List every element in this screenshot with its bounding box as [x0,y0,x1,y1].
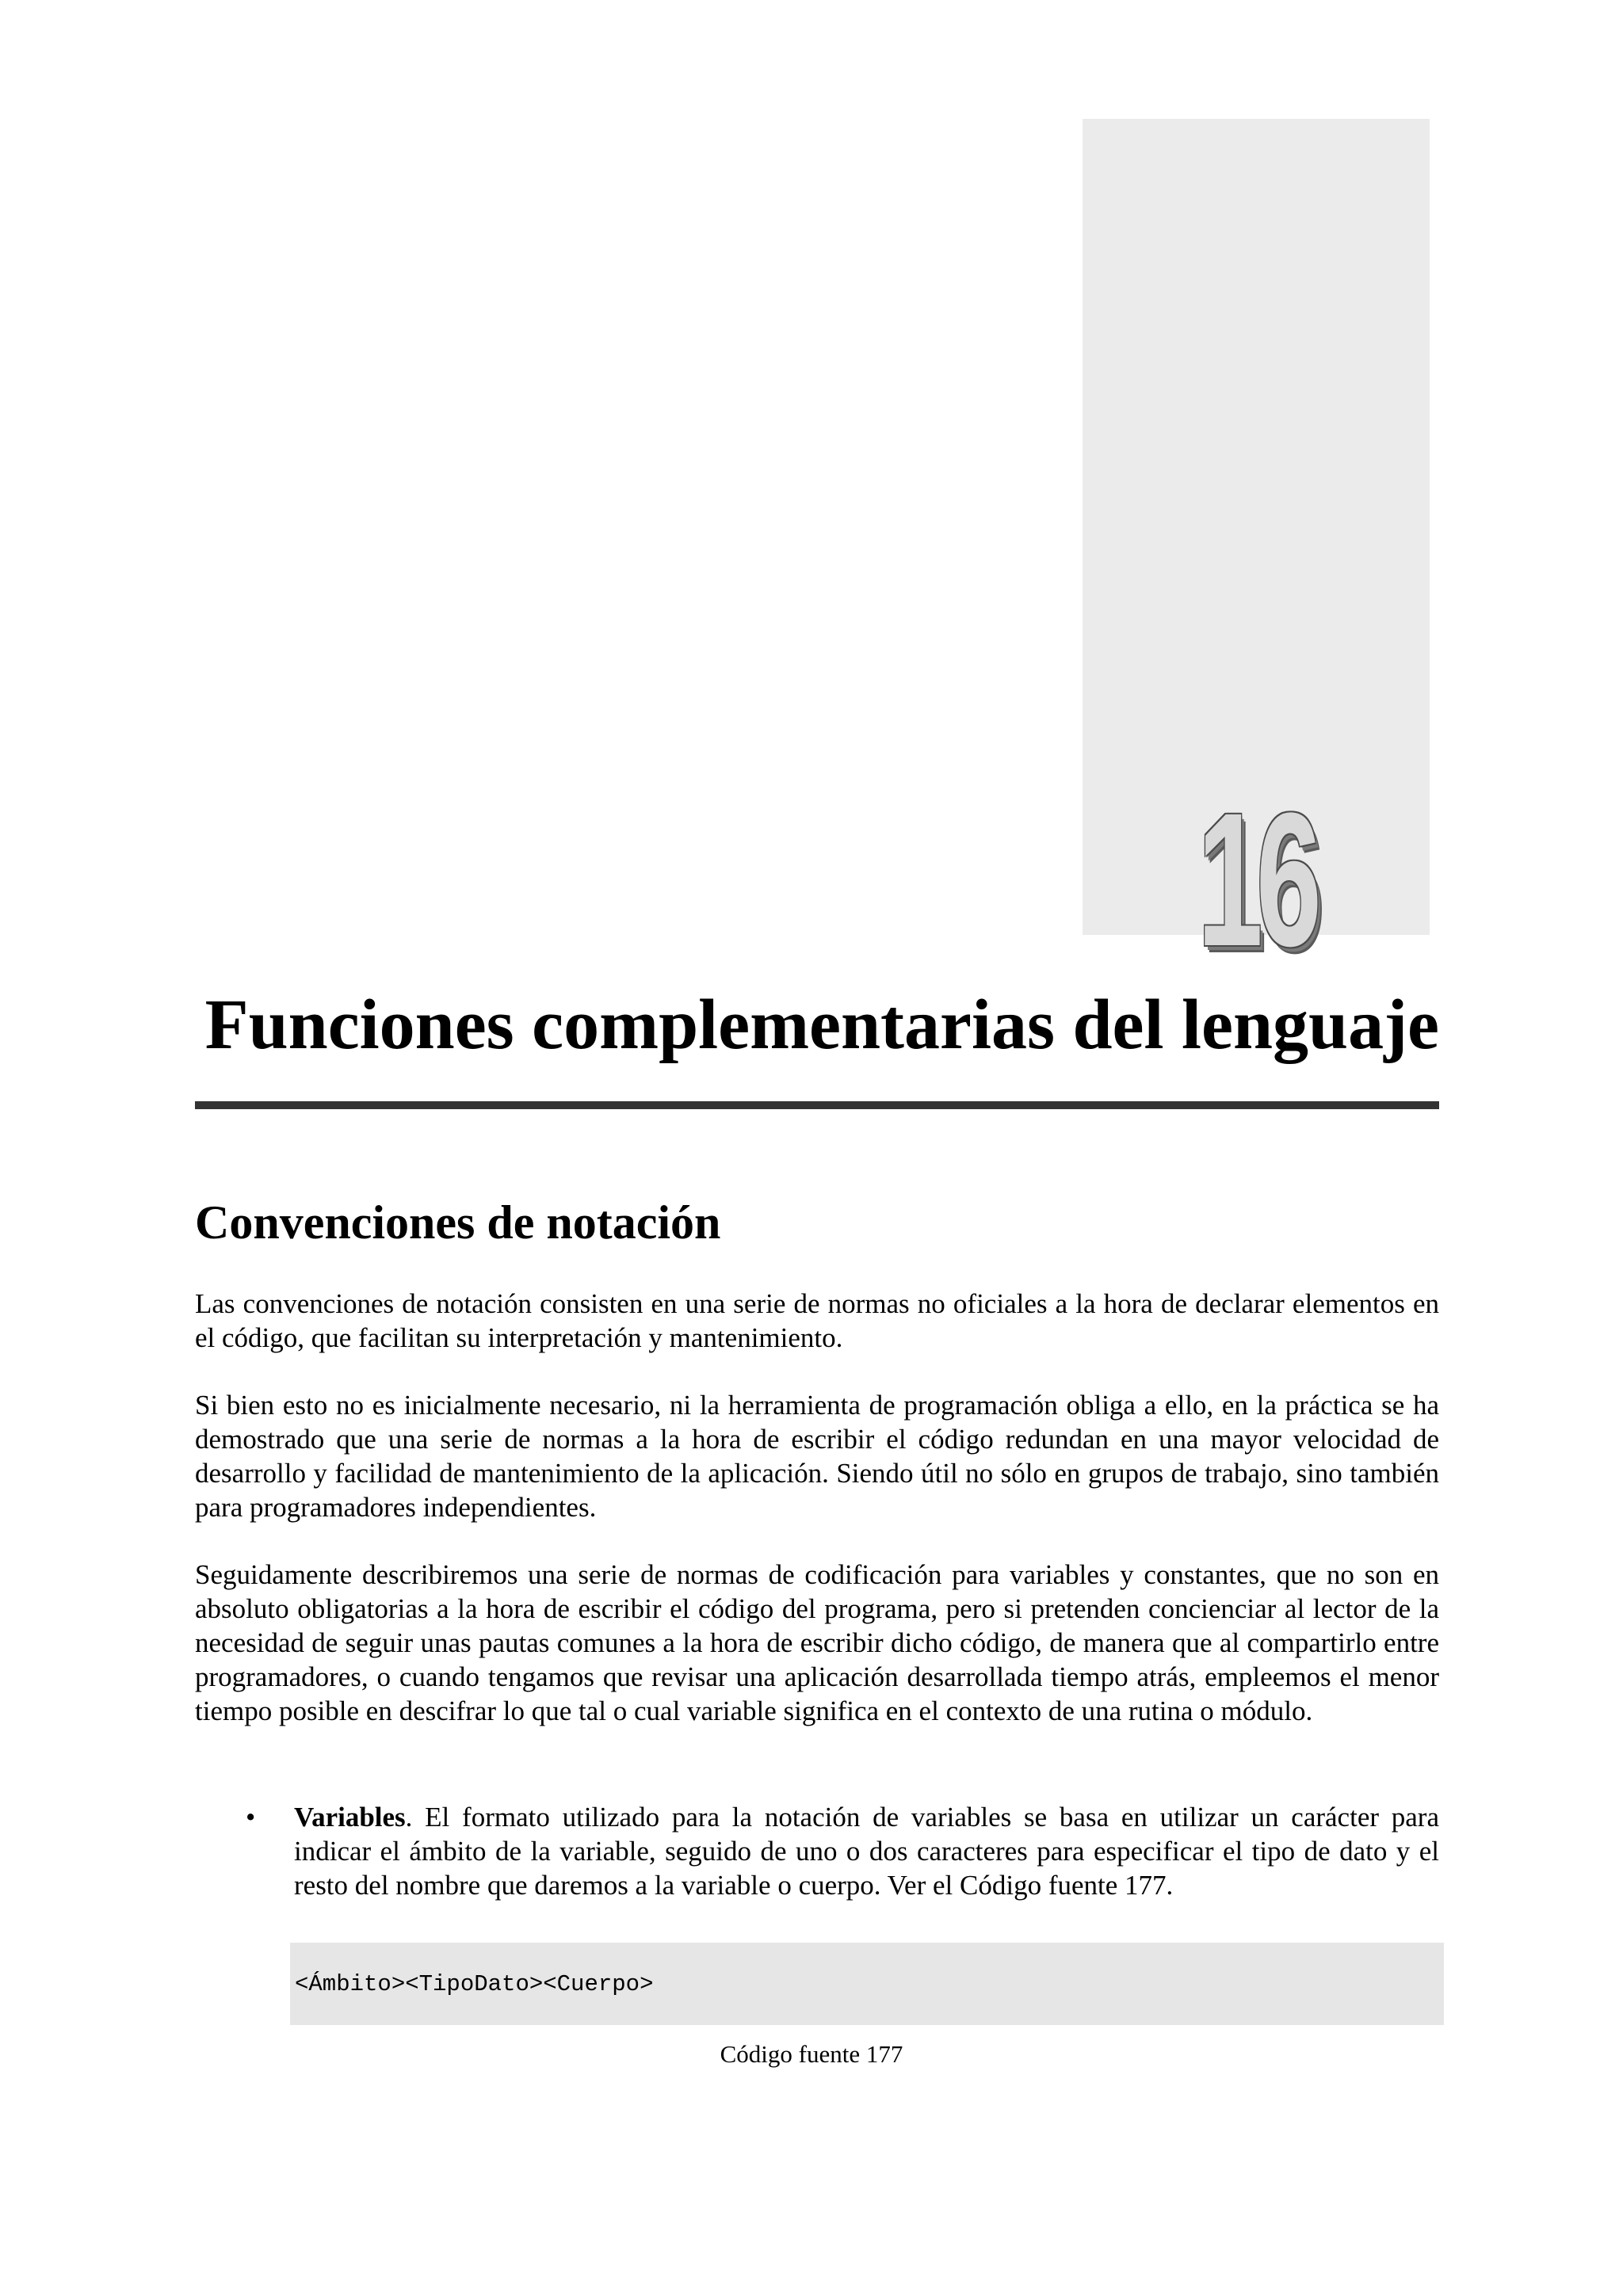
code-listing [290,1943,1444,2025]
bullet-term: Variables [294,1802,406,1833]
paragraph: Si bien esto no es inicialmente necesario, ni la herramienta de programación obliga a ello, en la práctica se ha demostrado que una serie de normas a la hora de escribir el código redundan en una mayor velocidad de desarrollo y facilidad de mantenimiento de la aplicación. Siendo útil no sólo en grupos de trabajo, sino también para programadores independientes. [195,1390,1439,1523]
chapter-number: 16 [1197,773,1316,986]
paragraph: Las convenciones de notación consisten en una serie de normas no oficiales a la hora de declarar elementos en el código, que facilitan su interpretación y mantenimiento. [195,1288,1439,1353]
section-heading: Convenciones de notación [195,1196,721,1249]
code-caption: Código fuente 177 [720,2040,903,2068]
bullet-text: . El formato utilizado para la notación de variables se basa en utilizar un carácter para indicar el ámbito de la variable, seguido de uno o dos caracteres para especificar el tipo de dato y el resto del nombre que daremos a la variable o cuerpo. Ver el Código fuente 177. [294,1802,1439,1901]
list-item [195,1800,1439,1902]
chapter-title: Funciones complementarias del lenguaje [204,986,1439,1064]
bullet-list [195,1800,1439,1902]
bullet-icon: • [246,1802,256,1833]
chapter-number-panel [1083,119,1430,986]
title-divider [195,1101,1439,1109]
code-text: <Ámbito><TipoDato><Cuerpo> [295,1971,654,1997]
paragraph: Seguidamente describiremos una serie de normas de codificación para variables y constantes, que no son en absoluto obligatorias a la hora de escribir el código del programa, pero si pretenden concienciar al lector de la necesidad de seguir unas pautas comunes a la hora de escribir dicho código, de manera que al compartirlo entre programadores, o cuando tengamos que revisar una aplicación desarrollada tiempo atrás, empleemos el menor tiempo posible en descifrar lo que tal o cual variable significa en el contexto de una rutina o módulo. [195,1559,1439,1726]
